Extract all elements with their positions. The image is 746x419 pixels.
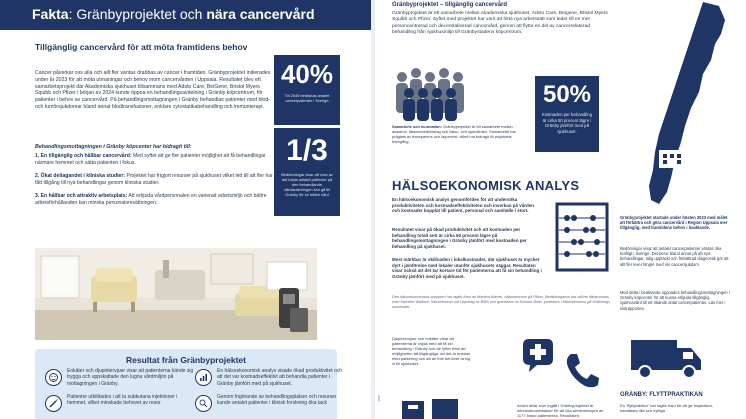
side-summary-bold: Gränbyprojektet startade under hösten 2023 med målet att förbättra och göra cancervård i Region Uppsala mer tillgänglig, med framtidens behov i beaktande. bbox=[620, 215, 728, 231]
right-intro-text: Gränbyprojektet är ett samarbete mellan Akademiska sjukhuset, Adsto Care, Beigene, Bristol Myers Squibb och Pfizer. Syftet med projektet har varit att hitta nya arbetssätt som leder till en mer personcentrerad och decentraliserad cancervård, genom att flytta en del av cancerrelaterad behandling från sjukhusmiljö till Gränbystadens köpcentrum. bbox=[392, 11, 608, 35]
result-item: Enkäter och djupintervjuer visar att patienterna kände sig trygga och uppskattade den lugna vårdmiljön på mottagningen i Gränby. bbox=[67, 368, 194, 387]
results-heading: Resultat från Gränbyprojektet bbox=[126, 355, 246, 365]
bullet-lead: 1. En tillgänglig och hållbar cancervård: bbox=[35, 153, 132, 159]
bullet-item bbox=[35, 173, 275, 186]
syringe-icon bbox=[45, 395, 62, 412]
bullet-lead: 3. En hållbar och attraktiv arbetsplats: bbox=[35, 193, 128, 199]
medical-cross-icon bbox=[517, 335, 557, 375]
stat-box-40 bbox=[274, 55, 340, 125]
analysis-footnote: Den hälsoekonomiska analysen har tagits fram av Martina Aldvén, hälsoekonom på Pfizer. Beräkningarna har utförts tillsammans med Karoline Wallace, hälsoekonom på Uppdrag av BMS och granskats av Kristian Bolin, professor i hälsoekonomi på Göteborgs universitet. bbox=[392, 295, 611, 309]
bottom-paragraph: Andra delar som ingått i Gränbyprojektet är informationsinsatser för att öka användningen av 1177 bland patienterna. Resultaten bbox=[517, 403, 604, 418]
intro-heading: Tillgänglig cancervård för att möta framtidens behov bbox=[35, 42, 248, 52]
clinic-photo bbox=[35, 248, 317, 340]
bullet-item bbox=[35, 153, 275, 166]
side-paragraph: Med detta i beaktande öppnades behandlingsmottagningen i Gränby köpcenter för att kunna erbjuda tillgänglig sjukhusvård till ett ökande antal cancerpatienter. Läs mer i slutrapporten. bbox=[620, 290, 730, 311]
analysis-heading: HÄLSOEKONOMISK ANALYS bbox=[392, 178, 580, 193]
phone-icon bbox=[563, 350, 601, 390]
stat-40-text: Till 2040 beräknas antalet cancerpatienter i Sverige bbox=[284, 93, 330, 103]
bullet-lead: 2. Ökat deltagandet i kliniska studier: bbox=[35, 173, 126, 179]
stat-third-value: 1/3 bbox=[286, 134, 328, 167]
hospital-icon bbox=[659, 150, 685, 168]
results-box bbox=[35, 349, 343, 419]
people-group-icon bbox=[392, 63, 467, 121]
title-mid: : Gränbyprojektet och bbox=[68, 6, 207, 22]
research-icon bbox=[195, 395, 212, 412]
stat-50-text: Kostnaden per behandling är cirka 50 procent lägre i Gränby jämfört med på sjukhuset. bbox=[541, 112, 593, 134]
stat-third-text: Bedömningar visar att man av det totala antalet patienter på den behandlande vårdavdelningen kan gå till Gränby för en bättre vård bbox=[281, 172, 333, 197]
bullet-item bbox=[35, 193, 275, 206]
result-item: Patienter utbildades i att ta subkutana injektioner i hemmet, vilket minskade behovet av resor bbox=[67, 394, 178, 407]
bullet-text: Att erbjuda vårdpersonalen en varierad arbetsmiljö och bättre arbetsförhållanden kan minska personalomsättningen. bbox=[35, 193, 267, 206]
page-code: 2025 bbox=[377, 395, 381, 402]
people-caption bbox=[392, 124, 527, 144]
people-caption-text: Gränbyprojektet är ett samarbete mellan akademi, läkemedelsföretag och hälso- och sjukvården. Samarbetet har präglats av transparens och öppenhet, vilket har bidragit till projektets framgång. bbox=[392, 124, 516, 144]
stat-40-value: 40% bbox=[280, 59, 334, 89]
result-item: En hälsoekonomisk analys visade ökad produktivitet och att det var kostnadseffektivt att behandla patienter i Gränby jämfört med på sjukhuset. bbox=[217, 368, 343, 387]
title-prefix: Fakta bbox=[32, 6, 69, 22]
right-page bbox=[375, 0, 746, 419]
abacus-icon bbox=[553, 200, 611, 275]
intro-text: Cancer påverkar oss alla och allt fler väntas drabbas av cancer i framtiden. Gränbyprojektet initierades under år 2023 för att möta utmaningar och behov inom cancervården i Uppsala. Resultatet blev ett samarbetsprojekt där Akademiska sjukhuset tillsammans med Adsto Care, BeiGene, Bristol Myers Squibb och Pfizer i början av 2024 kunde öppna en behandlingsavdelning i Gränby köpcentrum, för patienter i behov av cancervård. På behandlingsmottagningen i Gränby behandlas patienter med blod- och tumörsjukdomar bland annat blodtransfusioner, enklare cytostatikabehandling och immunterapi. bbox=[35, 70, 271, 110]
stat-box-50 bbox=[535, 76, 599, 152]
analysis-paragraph: Mest märkbar är skillnaden i lokalkostnader, där sjukhuset är mycket dyrt i jämförelse med lokaler utanför sjukhusets väggar. Resultaten visar också att det tar kortare tid för patienterna att få sin behandling i Gränby jämfört med på sjukhuset. bbox=[392, 257, 542, 279]
left-page bbox=[0, 0, 371, 419]
truck-icon bbox=[627, 334, 707, 382]
flyttpraktikan-heading: GRÄNBY: FLYTTPRAKTIKAN bbox=[620, 392, 703, 398]
flyttpraktikan-text: En "flyttpraktika" har tagits fram för att ge inspiration, handfasta råd och nyttiga bbox=[620, 403, 714, 413]
page-title bbox=[0, 0, 371, 30]
clinic-room-illustration bbox=[35, 248, 317, 340]
result-item: Genom frigörande av behandlingsplatser och resurser kunde antalet patienter i klinisk forskning öka tack bbox=[217, 394, 337, 407]
analysis-paragraph: En hälsoekonomisk analys genomfördes för att undersöka produktiviteten och kostnadseffektiviteten och inverkan på vården och kostnader kopplat till patient, personal och samhälle i stort. bbox=[392, 197, 535, 214]
stat-50-value: 50% bbox=[542, 81, 592, 108]
title-bold: nära cancervård bbox=[206, 6, 315, 22]
analysis-paragraph: Resultatet visar på ökad produktivitet och att kostnaden per behandling totalt sett är cirka 50 procent lägre på behandlingsmottagningen i Gränby jämfört med kostnaden per behandling på sjukhuset. bbox=[392, 227, 527, 249]
bullet-text: Med syftet att ge fler patienter möjlighet att få behandlingar närmare hemmet och sätta patienten i fokus. bbox=[35, 153, 266, 166]
people-caption-lead: Samarbete och innovation: bbox=[392, 124, 442, 129]
chart-icon bbox=[195, 369, 212, 386]
side-paragraph: Bedömingar visar att antalet cancerpatienter väntas öka kraftigt i Sverige. Det beror bland annat på att nya behandlingar, tidig upptäckt och förbättrad diagnostik gör att allt fler lever längre med sin cancersjukdom. bbox=[620, 246, 729, 267]
stat-box-third bbox=[274, 128, 340, 216]
bullets-heading: Behandlingsmottagningen i Gränby köpcenter har bidragit till: bbox=[35, 144, 192, 150]
bullet-text: Projektet har frigjort resurser på sjukhuset vilket lett till att fler har fått tillgång till nya behandlingar genom kliniska studier. bbox=[35, 173, 273, 186]
right-heading: Gränbyprojektet – tillgänglig cancervård bbox=[392, 2, 508, 8]
satisfaction-icon bbox=[45, 369, 62, 386]
sweden-map bbox=[641, 0, 741, 210]
pharmacy-icon bbox=[392, 395, 472, 419]
bottom-paragraph: Djupintervjuer och enkäter visar att patienterna är nöjda med att få sin behandling i Gränby och de tyfter fram att möjligheten att tillgängliga, att det är enklare med parkering och att de inte behöver ta sig in till sjukhuset. bbox=[392, 336, 471, 366]
